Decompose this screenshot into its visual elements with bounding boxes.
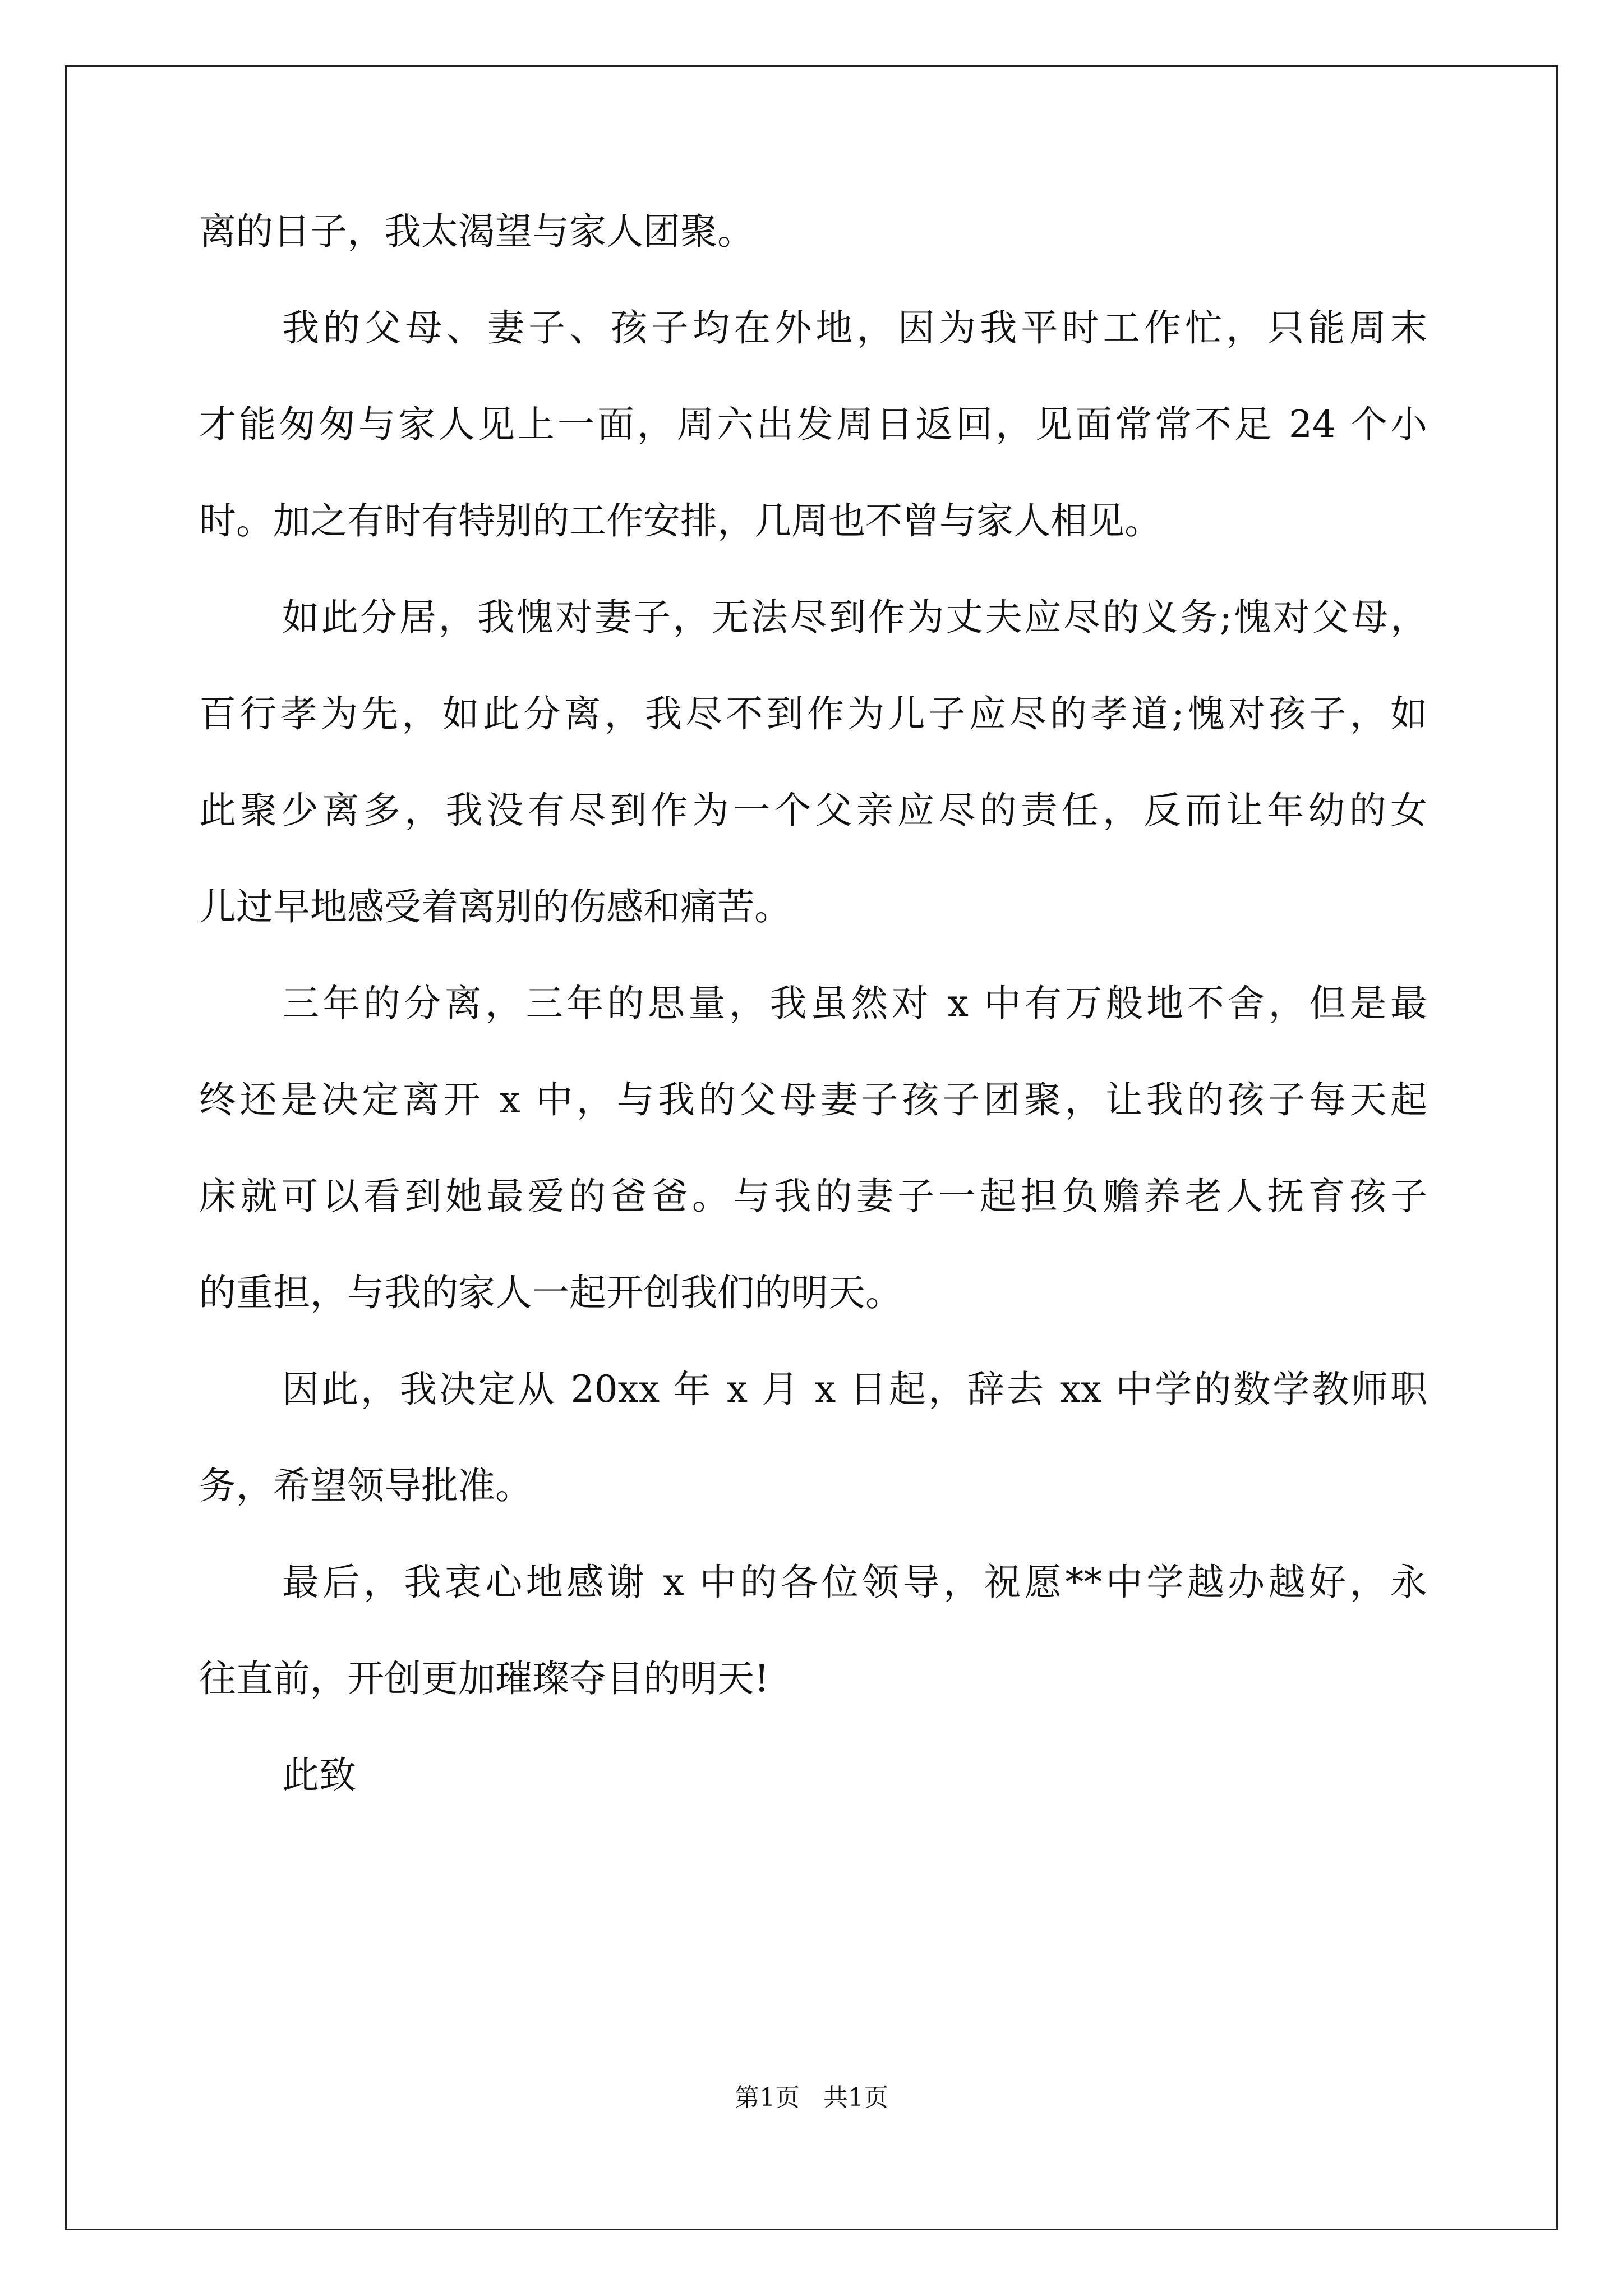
paragraph-line: 我的父母、妻子、孩子均在外地，因为我平时工作忙，只能周末: [282, 306, 1427, 349]
paragraph-line: 因此，我决定从 20xx 年 x 月 x 日起，辞去 xx 中学的数学教师职: [282, 1368, 1427, 1411]
paragraph-line: 如此分居，我愧对妻子，无法尽到作为丈夫应尽的义务;愧对父母，: [282, 596, 1427, 639]
text-line: 才能匆匆与家人见上一面，周六出发周日返回，见面常常不足 24 个小: [199, 403, 1427, 446]
text-line: 离的日子，我太渴望与家人团聚。: [199, 210, 754, 253]
page-number-footer: 第1页 共1页: [735, 2083, 888, 2112]
paragraph-line: 最后，我衷心地感谢 x 中的各位领导，祝愿**中学越办越好，永: [282, 1561, 1427, 1604]
text-line: 务，希望领导批准。: [199, 1464, 532, 1507]
text-line: 儿过早地感受着离别的伤感和痛苦。: [199, 885, 791, 928]
text-line: 终还是决定离开 x 中，与我的父母妻子孩子团聚，让我的孩子每天起: [199, 1078, 1427, 1121]
text-line: 时。加之有时有特别的工作安排，几周也不曾与家人相见。: [199, 499, 1161, 542]
text-line: 往直前，开创更加璀璨夺目的明天!: [199, 1657, 769, 1700]
text-line: 百行孝为先，如此分离，我尽不到作为儿子应尽的孝道;愧对孩子，如: [199, 692, 1427, 735]
text-line: 的重担，与我的家人一起开创我们的明天。: [199, 1271, 902, 1314]
paragraph-line: 三年的分离，三年的思量，我虽然对 x 中有万般地不舍，但是最: [282, 982, 1427, 1025]
text-line: 床就可以看到她最爱的爸爸。与我的妻子一起担负赡养老人抚育孩子: [199, 1175, 1427, 1218]
closing-salutation: 此致: [282, 1754, 356, 1797]
text-line: 此聚少离多，我没有尽到作为一个父亲应尽的责任，反而让年幼的女: [199, 789, 1427, 832]
page-frame: [65, 65, 1558, 2230]
